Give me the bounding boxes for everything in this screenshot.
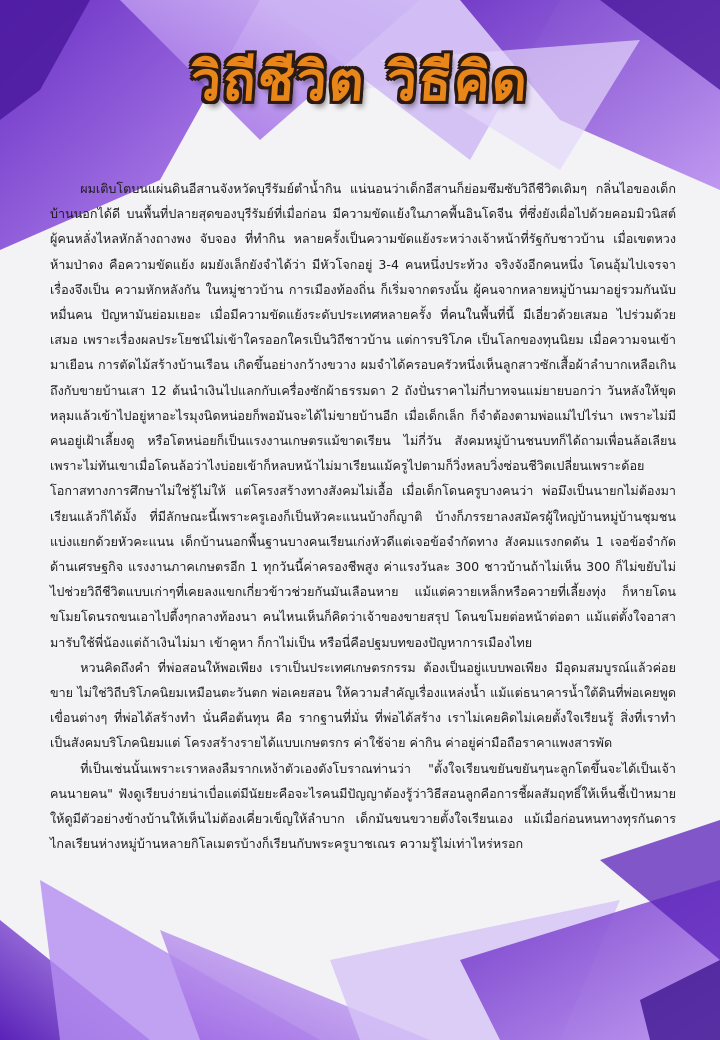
paragraph: ที่เป็นเช่นนั้นเพราะเราหลงลืมรากเหง้าตัวเองดังโบราณท่านว่า "ตั้งใจเรียนขยันขยันๆนะลูกโตขึ้นจะได้เป็นเจ้าคนนายคน" ฟังดูเรียบง่ายน่าเบื่อแต่มีนัยยะคือจะไรคนมีปัญญาต้องรู้ว่าวิธีสอนลูกคือการชี้ผลสัมฤทธิ์ให้เห็นชี้เป้าหมายให้ดูมีตัวอย่างข้างบ้านให้เห็นไม่ต้องเคี่ยวเข็ญให้ลำบาก เด็กมันขนขวายตั้งใจเรียนเอง แม้เมื่อก่อนหนทางทุรกันดารไกลเรียนห่างหมู่บ้านหลายกิโลเมตรบ้างก็เรียนกับพระครูบาชเณร ความรู้ไม่เท่าไหร่หรอก	[50, 760, 676, 852]
page-title: วิถีชีวิต วิธีคิด	[188, 50, 532, 113]
paragraph: หวนคิดถึงคำ ที่พ่อสอนให้พอเพียง เราเป็นประเทศเกษตรกรรม ต้องเป็นอยู่แบบพอเพียง มีอุดมสมบูรณ์แล้วค่อยขาย ไม่ใช่วิถีบริโภคนิยมเหมือนตะวันตก พ่อเคยสอน ให้ความสำคัญเรื่องแหล่งน้ำ แม้แต่ธนาคารน้ำใต้ดินที่พ่อเคยพูด เขื่อนต่างๆ ที่พ่อได้สร้างทำ นั่นคือต้นทุน คือ รากฐานที่มั่น ที่พ่อได้สร้าง เราไม่เคยคิดไม่เคยตั้งใจเรียนรู้ สิ่งที่เราทำเป็นสังคมบริโภคนิยมแต่ โครงสร้างรายได้แบบเกษตรกร ค่าใช้จ่าย ค่ากิน ค่าอยู่ค่ามือถือราคาแพงสารพัด	[50, 659, 676, 751]
article-body	[50, 176, 676, 856]
paragraph: ผมเติบโตบนแผ่นดินอีสานจังหวัดบุรีรัมย์ตำน้ำกิน แน่นอนว่าเด็กอีสานก็ย่อมซึมซับวิถีชีวิตเดิมๆ กลิ่นไอของเด็กบ้านนอกได้ดี บนพื้นที่ปลายสุดของบุรีรัมย์ที่เมื่อก่อน มีความขัดแย้งในภาคพื้นอินโดจีน ที่ซึ่งยังเผื่อไปด้วยคอมมิวนิสต์ ผู้คนหลั่งไหลหักล้างถางพง จับจอง ที่ทำกิน หลายครั้งเป็นความขัดแย้งระหว่างเจ้าหน้าที่รัฐกับชาวบ้าน เมื่อเขตหวงห้ามป่าดง คือความขัดแย้ง ผมยังเล็กยังจำได้ว่า มีหัวโจกอยู่ 3-4 คนหนึ่งประท้วง จริงจังอีกคนหนึ่ง โดนอุ้มไปเจรจา เรื่องจึงเป็น ความหักหลังกัน ในหมู่ชาวบ้าน การเมืองท้องถิ่น ก็เริ่มจากตรงนั้น ผู้คนจากหลายหมู่บ้านมาอยู่รวมกันนับหมื่นคน ปัญหามันย่อมเยอะ เมื่อมีความขัดแย้งระดับประเทศหลายครั้ง ที่คนในพื้นที่นี้ มีเอี่ยวด้วยเสมอ ไปร่วมด้วยเสมอ เพราะเรื่องผลประโยชน์ไม่เข้าใครออกใครเป็นวิถีชาวบ้าน แต่การบริโภค เป็นโลกของทุนนิยม เมื่อความจนเข้ามาเยือน การตัดไม้สร้างบ้านเรือน เกิดขึ้นอย่างกว้างขวาง ผมจำได้ครอบครัวหนึ่งเห็นลูกสาวซักเสื้อผ้าลำบากเหลือเกิน ถึงกับขายบ้านเสา 12 ต้นนำเงินไปแลกกับเครื่องซักผ้าธรรมดา 2 ถังปั่นราคาไม่กี่บาทจนแม่ยายบอกว่า วันหลังให้ขุดหลุมแล้วเข้าไปอยู่หาอะไรมุงนิดหน่อยก็พอมันจะได้ไม่ขายบ้านอีก เมื่อเด็กเล็ก ก็จำต้องตามพ่อแม่ไปไร่นา เพราะไม่มีคนอยู่เฝ้าเลี้ยงดู หรือโตหน่อยก็เป็นแรงงานเกษตรแม้ขาดเรียน ไม่กี่วัน สังคมหมู่บ้านชนบทก็ได้ถามเพื่อนล้อเลียนเพราะไม่ทันเขาเมื่อโดนล้อว่าไงบ่อยเข้าก็หลบหน้าไม่มาเรียนแม้ครูไปตามก็วิ่งหลบวิ่งซ่อนชีวิตเปลี่ยนเพราะด้อยโอกาสทางการศึกษาไม่ใช่รู้ไม่ให้ แต่โครงสร้างทางสังคมไม่เอื้อ เมื่อเด็กโดนครูบางคนว่า พ่อมึงเป็นนายกไม่ต้องมาเรียนแล้วก็ได้มั้ง ที่มีลักษณะนี้เพราะครูเองก็เป็นหัวคะแนนบ้างก็ญาติ บ้างก็ภรรยาลงสมัครผู้ใหญ่บ้านหมู่บ้านชุมชนแบ่งแยกด้วยหัวคะแนน เด็กบ้านนอกพื้นฐานบางคนเรียนเก่งหัวดีแต่เจอข้อจำกัดทาง สังคมแรงกดดัน 1 เจอข้อจำกัดด้านเศรษฐกิจ แรงงานภาคเกษตรอีก 1 ทุกวันนี้ค่าครองชีพสูง ค่าแรงวันละ 300 ชาวบ้านถ้าไม่เห็น 300 ก็ไม่ขยับไม่ไปช่วยวิถีชีวิตแบบเก่าๆที่เคยลงแขกเกี่ยวข้าวช่วยกันมันเลือนหาย แม้แต่ควายเหล็กหรือควายที่เลี้ยงทุ่ง ก็หายโดนขโมยโดนรถขนเอาไปตี้งๆกลางท้องนา คนไหนเห็นก็คิดว่าเจ้าของขายสรุป โดนขโมยต่อหน้าต่อตา แม้แต่ตั้งใจอาสามารับใช้พี่น้องแต่ถ้าเงินไม่มา เข้าคูหา ก็กาไม่เป็น หรือนี่คือปฐมบทของปัญหาการเมืองไทย	[50, 181, 676, 650]
